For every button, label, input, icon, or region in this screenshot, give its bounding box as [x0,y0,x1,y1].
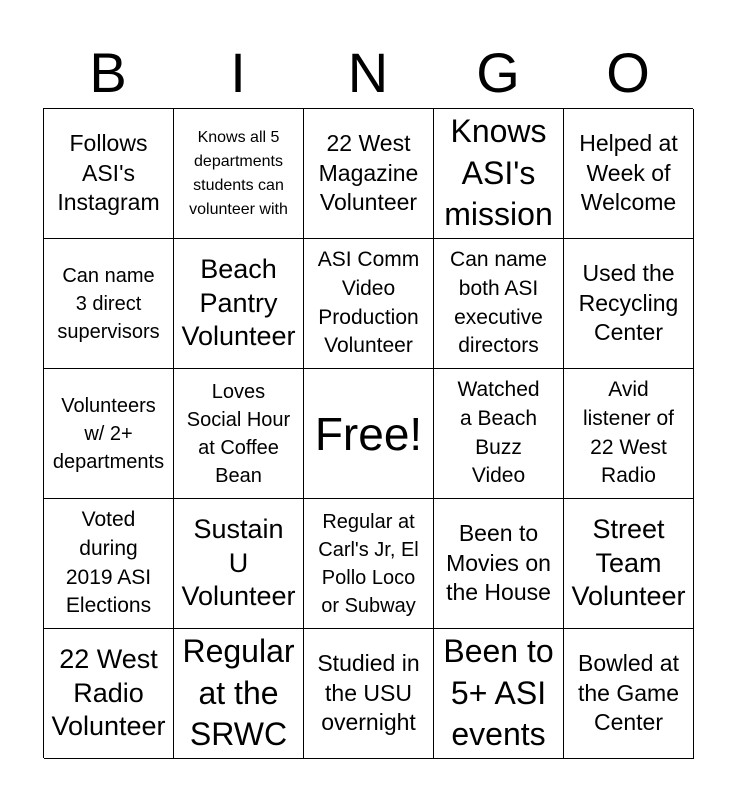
bingo-cell-r2-c3[interactable] [304,239,434,369]
bingo-cell-r1-c3[interactable] [304,109,434,239]
bingo-cell-r4-c3[interactable] [304,499,434,629]
cell-text: Sustain U Volunteer [181,513,296,612]
cell-text: 22 West Magazine Volunteer [318,129,419,216]
cell-text: Follows ASI's Instagram [57,129,160,216]
cell-text: Loves Social Hour at Coffee Bean [186,380,291,487]
bingo-cell-r1-c2[interactable] [174,109,304,239]
bingo-cell-r5-c1[interactable] [44,629,174,759]
bingo-cell-r5-c5[interactable] [564,629,694,759]
cell-text: ASI Comm Video Production Volunteer [317,248,420,358]
bingo-free-space[interactable] [304,369,434,499]
cell-text: Street Team Volunteer [571,513,686,612]
cell-text: Knows ASI's mission [444,113,553,233]
bingo-cell-r2-c1[interactable] [44,239,174,369]
bingo-board [43,108,693,758]
bingo-cell-r4-c2[interactable] [174,499,304,629]
header-letter-i: I [230,41,246,104]
bingo-cell-r1-c4[interactable] [434,109,564,239]
bingo-cell-r5-c3[interactable] [304,629,434,759]
cell-text: Been to Movies on the House [446,519,551,606]
cell-text: Helped at Week of Welcome [579,129,678,216]
cell-text: Knows all 5 departments students can volunteer with [189,128,288,218]
cell-text: Used the Recycling Center [578,259,679,346]
cell-text: Avid listener of 22 West Radio [582,378,675,488]
cell-text: Been to 5+ ASI events [443,633,554,753]
bingo-cell-r4-c4[interactable] [434,499,564,629]
header-letter-g: G [476,41,520,104]
bingo-cell-r3-c1[interactable] [44,369,174,499]
cell-text: Regular at Carl's Jr, El Pollo Loco or Subway [318,510,419,617]
cell-text: Volunteers w/ 2+ departments [52,394,165,473]
bingo-cell-r5-c4[interactable] [434,629,564,759]
cell-text: Regular at the SRWC [182,633,295,753]
cell-text: Can name both ASI executive directors [450,248,547,358]
cell-text: Can name 3 direct supervisors [57,264,160,343]
cell-text: Watched a Beach Buzz Video [457,378,540,488]
bingo-cell-r2-c2[interactable] [174,239,304,369]
header-letter-n: N [347,41,389,104]
bingo-cell-r1-c1[interactable] [44,109,174,239]
bingo-cell-r3-c5[interactable] [564,369,694,499]
cell-text: 22 West Radio Volunteer [51,643,166,742]
cell-text: Beach Pantry Volunteer [181,253,296,352]
bingo-cell-r2-c5[interactable] [564,239,694,369]
bingo-cell-r5-c2[interactable] [174,629,304,759]
bingo-cell-r1-c5[interactable] [564,109,694,239]
bingo-cell-r3-c4[interactable] [434,369,564,499]
bingo-cell-r4-c1[interactable] [44,499,174,629]
cell-text: Bowled at the Game Center [577,649,679,736]
header-letter-b: B [89,41,127,104]
bingo-cell-r4-c5[interactable] [564,499,694,629]
free-space-text: Free! [314,407,423,460]
cell-text: Studied in the USU overnight [317,649,420,736]
header-letter-o: O [606,41,650,104]
bingo-cell-r3-c2[interactable] [174,369,304,499]
bingo-header [43,38,693,108]
cell-text: Voted during 2019 ASI Elections [65,508,152,618]
bingo-cell-r2-c4[interactable] [434,239,564,369]
